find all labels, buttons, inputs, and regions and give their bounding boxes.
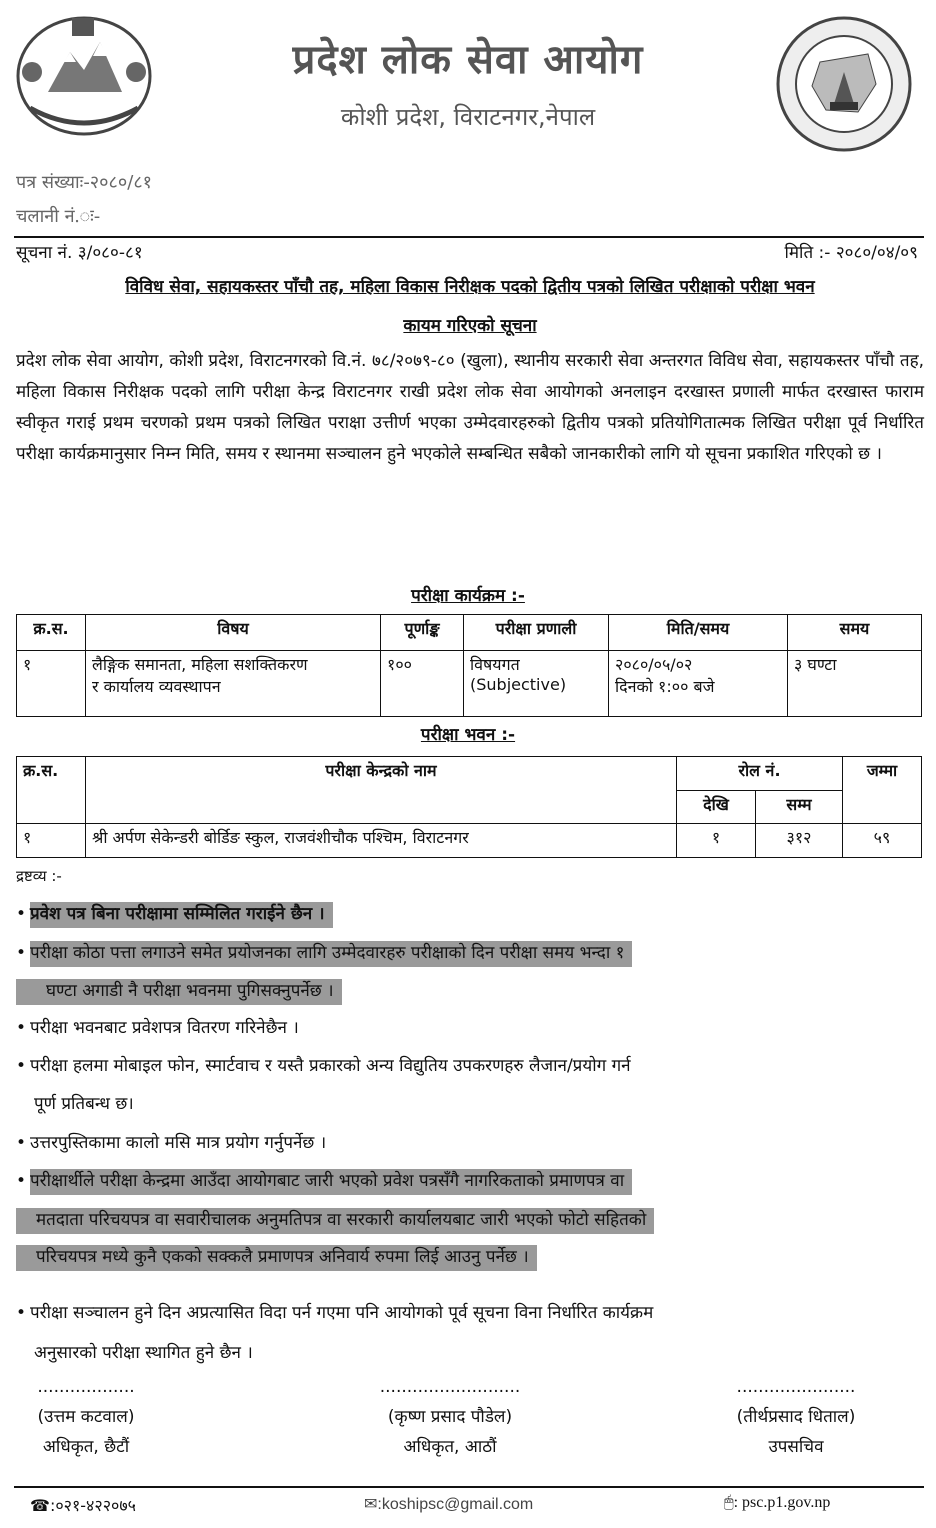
note-2 <box>16 936 632 970</box>
notice-date: मिति :- २०८०/०४/०९ <box>784 243 918 263</box>
note-6-cont-1 <box>16 1203 654 1237</box>
venue-total-cell: ५९ <box>843 824 922 858</box>
commission-seal-logo <box>770 14 918 154</box>
notice-subject-line1: विविध सेवा, सहायकस्तर पाँचौ तह, महिला विकास निरीक्षक पदको द्वितीय पत्रको लिखित परीक्षाको परीक्षा भवन <box>125 277 815 297</box>
note-7-text-a: परीक्षा सञ्चालन हुने दिन अप्रत्यासित विदा पर्न गएमा पनि आयोगको पूर्व सूचना विना निर्धारित कार्यक्रम <box>30 1303 654 1323</box>
signatory-title: उपसचिव <box>768 1437 824 1457</box>
venue-col-from: देखि <box>677 790 756 824</box>
exam-system-line2: (Subjective) <box>470 675 567 695</box>
exam-date: २०८०/०५/०२ <box>615 655 693 675</box>
exam-time: दिनको १:०० बजे <box>615 677 715 697</box>
col-exam-system: परीक्षा प्रणाली <box>464 615 609 651</box>
note-5 <box>16 1126 326 1160</box>
bullet-icon: • <box>16 1133 27 1153</box>
subject-line1: लैङ्गिक समानता, महिला सशक्तिकरण <box>92 655 308 675</box>
signatory-name: (उत्तम कटवाल) <box>37 1407 135 1427</box>
date-time-cell <box>609 651 788 717</box>
dispatch-number: चलानी नं.ः- <box>16 206 101 227</box>
email-address: :koshipsc@gmail.com <box>377 1496 534 1513</box>
signature-line: ...................... <box>736 1377 856 1397</box>
note-3 <box>16 1011 299 1045</box>
col-duration: समय <box>788 615 922 651</box>
note-4-text-a: परीक्षा हलमा मोबाइल फोन, स्मार्टवाच र यस्तै प्रकारको अन्य विद्युतिय उपकरणहरु लैजान/प्रयोग गर्न <box>30 1056 631 1076</box>
bullet-icon: • <box>16 1056 27 1076</box>
note-5-text: उत्तरपुस्तिकामा कालो मसि मात्र प्रयोग गर्नुपर्नेछ । <box>30 1133 327 1153</box>
duration-cell: ३ घण्टा <box>788 651 922 717</box>
venue-to-cell: ३१२ <box>756 824 843 858</box>
bullet-icon: • <box>16 904 27 924</box>
notice-body: प्रदेश लोक सेवा आयोग, कोशी प्रदेश, विराटनगरको वि.नं. ७८/२०७९-८० (खुला), स्थानीय सरकारी सेवा अन्तरगत विविध सेवा, सहायकस्तर पाँचौ तह, महिला विकास निरीक्षक पदको लागि परीक्षा केन्द्र विराटनगर राखी प्रदेश लोक सेवा आयोगको अनलाइन दरखास्त प्रणाली मार्फत दरखास्त फाराम स्वीकृत गराई प्रथम चरणको प्रथम पत्रको लिखित पराक्षा उत्तीर्ण भएका उम्मेदवारहरुको द्वितीय पत्रको प्रतियोगितात्मक लिखित परीक्षा पूर्व निर्धारित परीक्षा कार्यक्रमानुसार निम्न मिति, समय र स्थानमा सञ्चालन हुने भएकोले सम्बन्धित सबैको जानकारीको लागि यो सूचना प्रकाशित गरिएको छ । <box>16 351 924 464</box>
venue-from-cell: १ <box>677 824 756 858</box>
venue-col-center: परीक्षा केन्द्रको नाम <box>86 757 677 824</box>
venue-col-to: सम्म <box>756 790 843 824</box>
letter-number: पत्र संख्याः-२०८०/८१ <box>16 172 153 193</box>
subject-line2: र कार्यालय व्यवस्थापन <box>92 677 221 697</box>
signatory-title: अधिकृत, छैटौं <box>42 1437 130 1457</box>
table-row <box>17 651 922 717</box>
note-2-text-b: घण्टा अगाडी नै परीक्षा भवनमा पुगिसक्नुपर्नेछ । <box>16 979 342 1005</box>
footer-email[interactable] <box>364 1494 533 1514</box>
bullet-icon: • <box>16 1171 27 1191</box>
commission-subtitle: कोशी प्रदेश, विराटनगर,नेपाल <box>340 103 596 131</box>
footer-website[interactable] <box>724 1494 830 1512</box>
venue-center-cell: श्री अर्पण सेकेन्डरी बोर्डिङ स्कुल, राजवंशीचौक पश्चिम, विराटनगर <box>86 824 677 858</box>
note-4-text-b: पूर्ण प्रतिबन्ध छ। <box>34 1094 134 1114</box>
signature-line: .......................... <box>379 1377 521 1397</box>
venue-col-sn: क्र.स. <box>17 757 86 824</box>
phone-number: :०२१-४२२०७५ <box>49 1496 136 1515</box>
bullet-icon: • <box>16 1303 27 1323</box>
col-date-time: मिति/समय <box>609 615 788 651</box>
note-7-text-b: अनुसारको परीक्षा स्थागित हुने छैन । <box>34 1343 253 1363</box>
col-subject: विषय <box>86 615 381 651</box>
note-1 <box>16 897 333 931</box>
sn-cell: १ <box>17 651 86 717</box>
website-address: : psc.p1.gov.np <box>733 1494 831 1511</box>
full-marks-cell: १०० <box>381 651 464 717</box>
venue-col-roll: रोल नं. <box>677 757 843 791</box>
schedule-title: परीक्षा कार्यक्रम :- <box>411 586 525 606</box>
note-6-text-b: मतदाता परिचयपत्र वा सवारीचालक अनुमतिपत्र वा सरकारी कार्यालयबाट जारी भएको फोटो सहितको <box>16 1208 654 1234</box>
signature-line: .................. <box>37 1377 135 1397</box>
signatory-name: (तीर्थप्रसाद धिताल) <box>736 1407 856 1427</box>
note-6-text-c: परिचयपत्र मध्ये कुनै एकको सक्कलै प्रमाणपत्र अनिवार्य रुपमा लिई आउनु पर्नेछ । <box>16 1245 537 1271</box>
col-full-marks: पूर्णाङ्क <box>381 615 464 651</box>
note-4 <box>16 1049 631 1083</box>
signature-block-2 <box>330 1372 570 1462</box>
notice-subject-line2: कायम गरिएको सूचना <box>403 316 537 336</box>
table-row <box>17 824 922 858</box>
col-sn: क्र.स. <box>17 615 86 651</box>
phone-icon: ☎ <box>30 1496 50 1515</box>
exam-venue-table <box>16 756 922 858</box>
venue-title: परीक्षा भवन :- <box>420 725 516 745</box>
note-2-text-a: परीक्षा कोठा पत्ता लगाउने समेत प्रयोजनका लागि उम्मेदवारहरु परीक्षाको दिन परीक्षा समय भन्दा १ <box>30 941 632 967</box>
signature-block-3 <box>676 1372 916 1462</box>
footer-phone <box>30 1494 136 1516</box>
exam-system-cell <box>464 651 609 717</box>
note-1-text: प्रवेश पत्र बिना परीक्षामा सम्मिलित गराईने छैन । <box>30 902 333 928</box>
note-6-text-a: परीक्षार्थीले परीक्षा केन्द्रमा आउँदा आयोगबाट जारी भएको प्रवेश पत्रसँगै नागरिकताको प्रमाणपत्र वा <box>30 1169 632 1195</box>
exam-system-line1: विषयगत <box>470 655 520 675</box>
note-6-cont-2 <box>16 1240 537 1274</box>
signature-block-1 <box>0 1372 206 1462</box>
mouse-icon: 🖱 <box>724 1494 734 1511</box>
bullet-icon: • <box>16 1018 27 1038</box>
signatory-name: (कृष्ण प्रसाद पौडेल) <box>387 1407 513 1427</box>
exam-schedule-table <box>16 614 922 717</box>
subject-cell <box>86 651 381 717</box>
signatory-title: अधिकृत, आठौं <box>403 1437 497 1457</box>
commission-title: प्रदेश लोक सेवा आयोग <box>292 37 644 83</box>
venue-col-total: जम्मा <box>843 757 922 824</box>
note-7 <box>16 1296 653 1330</box>
bullet-icon: • <box>16 943 27 963</box>
note-6 <box>16 1164 632 1198</box>
notice-number: सूचना नं. ३/०८०-८१ <box>16 243 143 263</box>
envelope-icon: ✉ <box>364 1496 378 1513</box>
note-2-cont <box>16 974 342 1008</box>
footer-divider <box>14 1486 924 1488</box>
schedule-header-row <box>17 615 922 651</box>
note-3-text: परीक्षा भवनबाट प्रवेशपत्र वितरण गरिनेछैन । <box>30 1018 299 1038</box>
notes-title: द्रष्टव्य :- <box>16 867 62 885</box>
venue-sn-cell: १ <box>17 824 86 858</box>
header-divider <box>14 236 924 238</box>
